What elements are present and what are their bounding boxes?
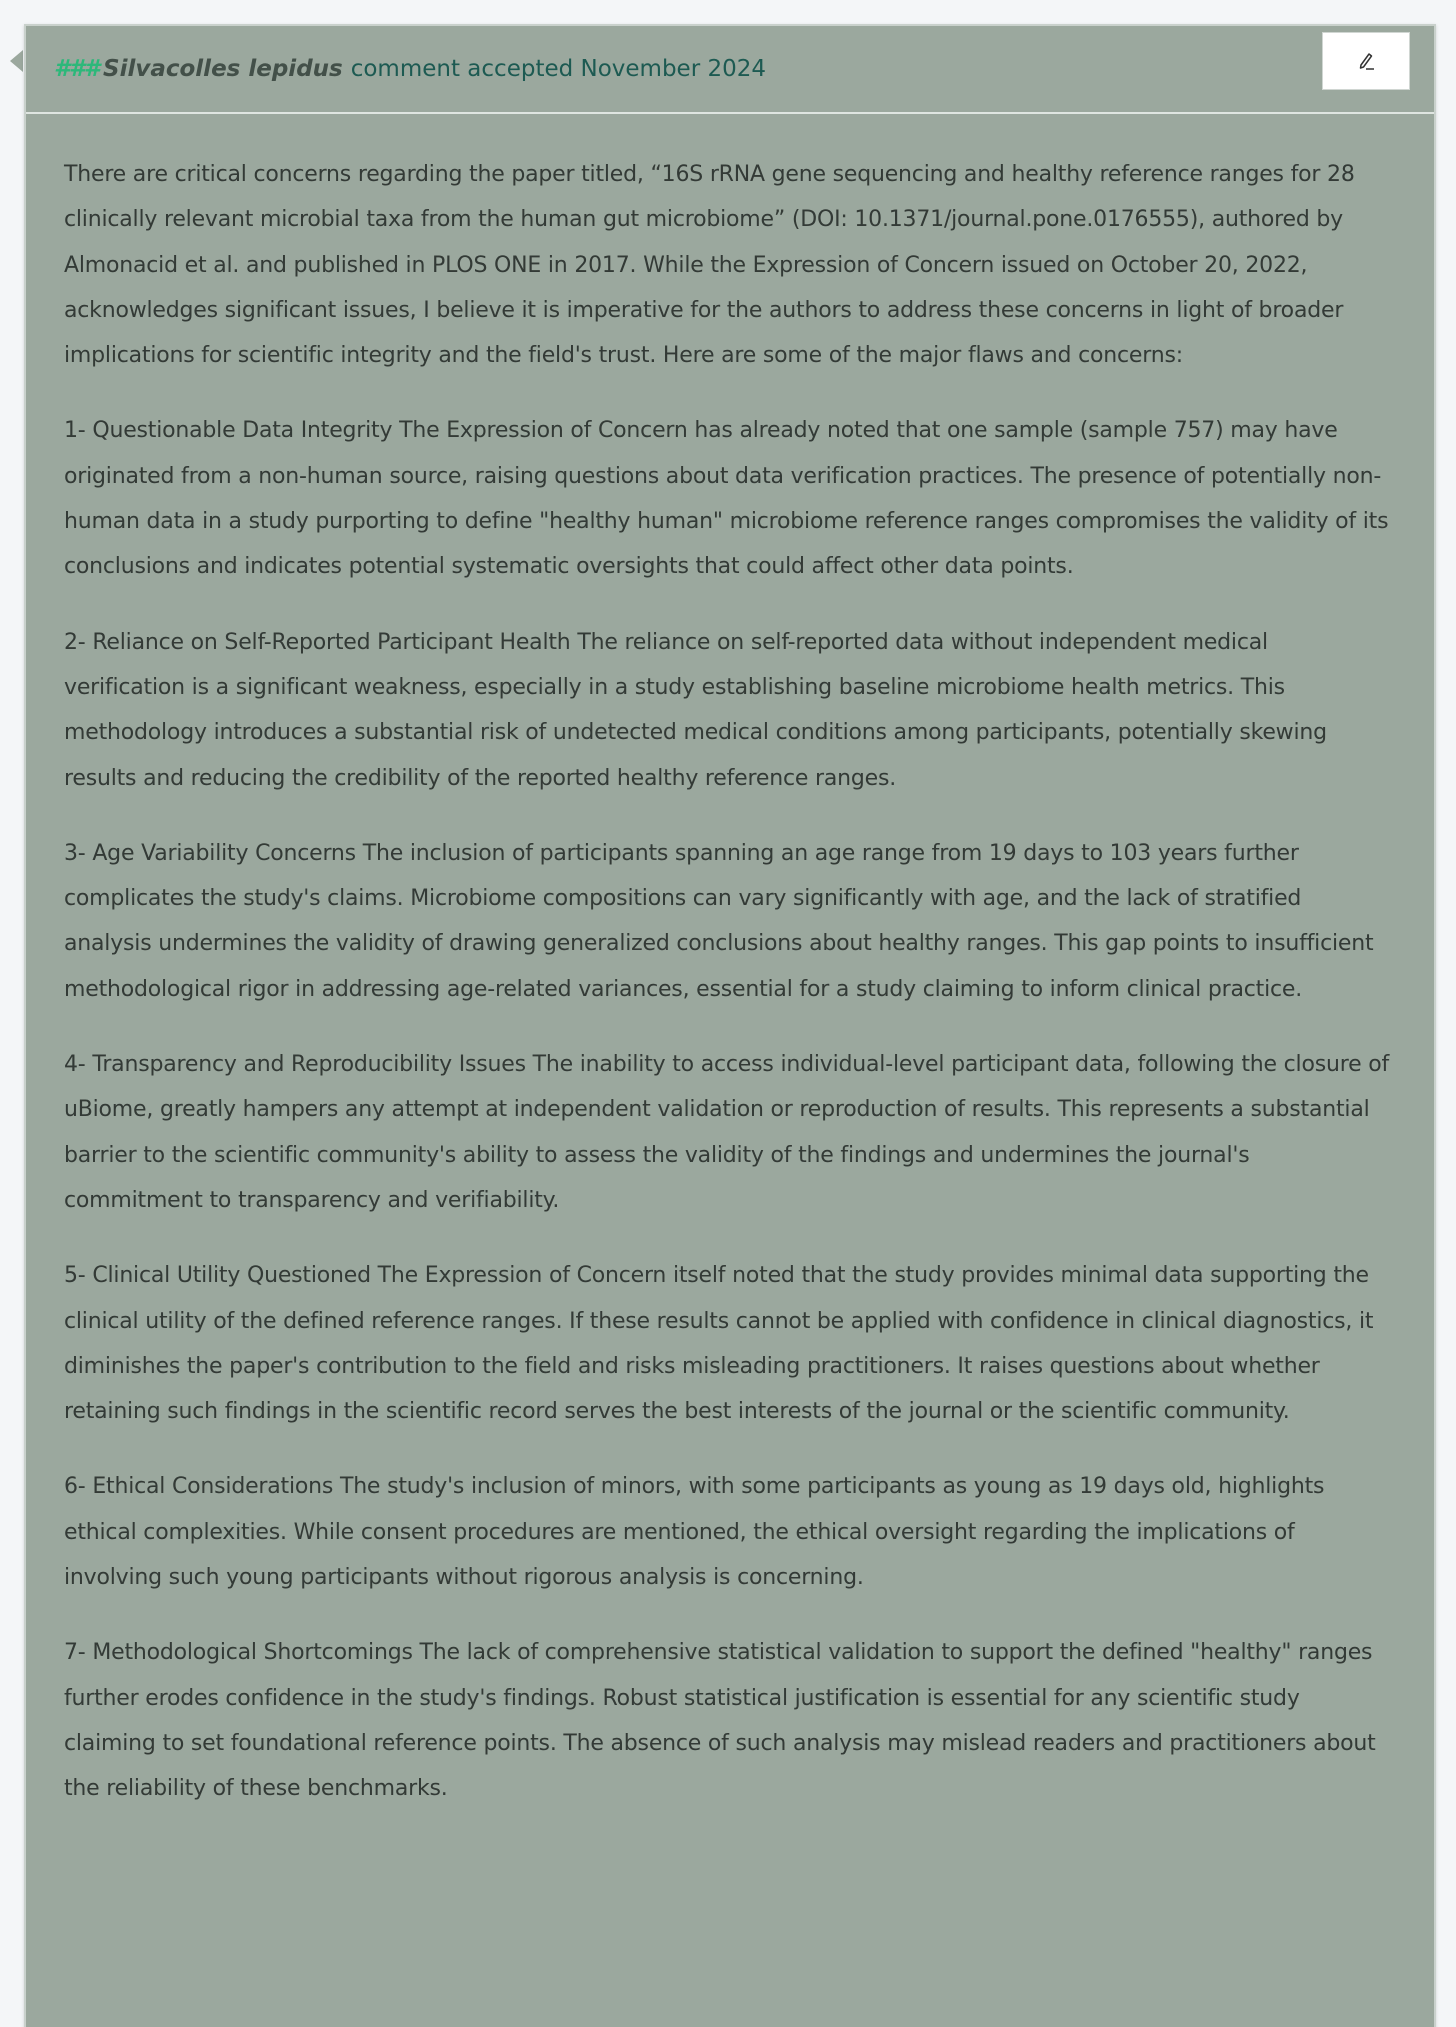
concern-paragraph-2: 2- Reliance on Self-Reported Participant Health The reliance on self-reported data without independent medical verification is a significant weakness, especially in a study establishing baseline microbiome health metrics. This methodology introduces a substantial risk of undetected medical conditions among participants, potentially skewing results and reducing the credibility of the reported healthy reference ranges. [64, 629, 1327, 791]
hash-icon: ### [54, 56, 100, 82]
concern-paragraph-4: 4- Transparency and Reproducibility Issues The inability to access individual-level participant data, following the closure of uBiome, greatly hampers any attempt at independent validation or reproduction of results. This represents a substantial barrier to the scientific community's ability to assess the validity of the findings and undermines the journal's commitment to transparency and verifiability. [64, 1052, 1390, 1213]
concern-paragraph-3: 3- Age Variability Concerns The inclusion of participants spanning an age range from 19 days to 103 years further complicates the study's claims. Microbiome compositions can vary significantly with age, and the lack of stratified analysis undermines the validity of drawing generalized conclusions about healthy ranges. This gap points to insufficient methodological rigor in addressing age-related variances, essential for a study claiming to inform clinical practice. [64, 840, 1374, 1002]
pencil-icon [1355, 50, 1377, 72]
concern-paragraph-1: 1- Questionable Data Integrity The Expression of Concern has already noted that one sample (sample 757) may have originated from a non-human source, raising questions about data verification practices. The presence of potentially non-human data in a study purporting to define "healthy human" microbiome reference ranges compromises the validity of its conclusions and indicates potential systematic oversights that could affect other data points. [64, 418, 1389, 580]
concern-paragraph-7: 7- Methodological Shortcomings The lack of comprehensive statistical validation to support the defined "healthy" ranges further erodes confidence in the study's findings. Robust statistical justification is essential for any scientific study claiming to set foundational reference points. The absence of such analysis may mislead readers and practitioners about the reliability of these benchmarks. [64, 1640, 1376, 1802]
comment-body [26, 114, 1434, 1812]
edit-button[interactable] [1322, 32, 1410, 90]
comment-pointer [10, 50, 23, 72]
comment-status: comment accepted November 2024 [350, 56, 767, 82]
comment-card [24, 24, 1436, 2027]
comment-author[interactable]: Silvacolles lepidus [103, 56, 343, 82]
concern-paragraph-5: 5- Clinical Utility Questioned The Expression of Concern itself noted that the study provides minimal data supporting the clinical utility of the defined reference ranges. If these results cannot be applied with confidence in clinical diagnostics, it diminishes the paper's contribution to the field and risks misleading practitioners. It raises questions about whether retaining such findings in the scientific record serves the best interests of the journal or the scientific community. [64, 1263, 1374, 1425]
comment-intro-paragraph: There are critical concerns regarding the paper titled, “16S rRNA gene sequencing and healthy reference ranges for 28 clinically relevant microbial taxa from the human gut microbiome” (DOI: 10.1371/journal.pone.0176555), authored by Almonacid et al. and published in PLOS ONE in 2017. While the Expression of Concern issued on October 20, 2022, acknowledges significant issues, I believe it is imperative for the authors to address these concerns in light of broader implications for scientific integrity and the field's trust. Here are some of the major flaws and concerns: [64, 162, 1355, 369]
comment-header [26, 26, 1434, 114]
concern-paragraph-6: 6- Ethical Considerations The study's inclusion of minors, with some participants as young as 19 days old, highlights ethical complexities. While consent procedures are mentioned, the ethical oversight regarding the implications of involving such young participants without rigorous analysis is concerning. [64, 1474, 1325, 1591]
